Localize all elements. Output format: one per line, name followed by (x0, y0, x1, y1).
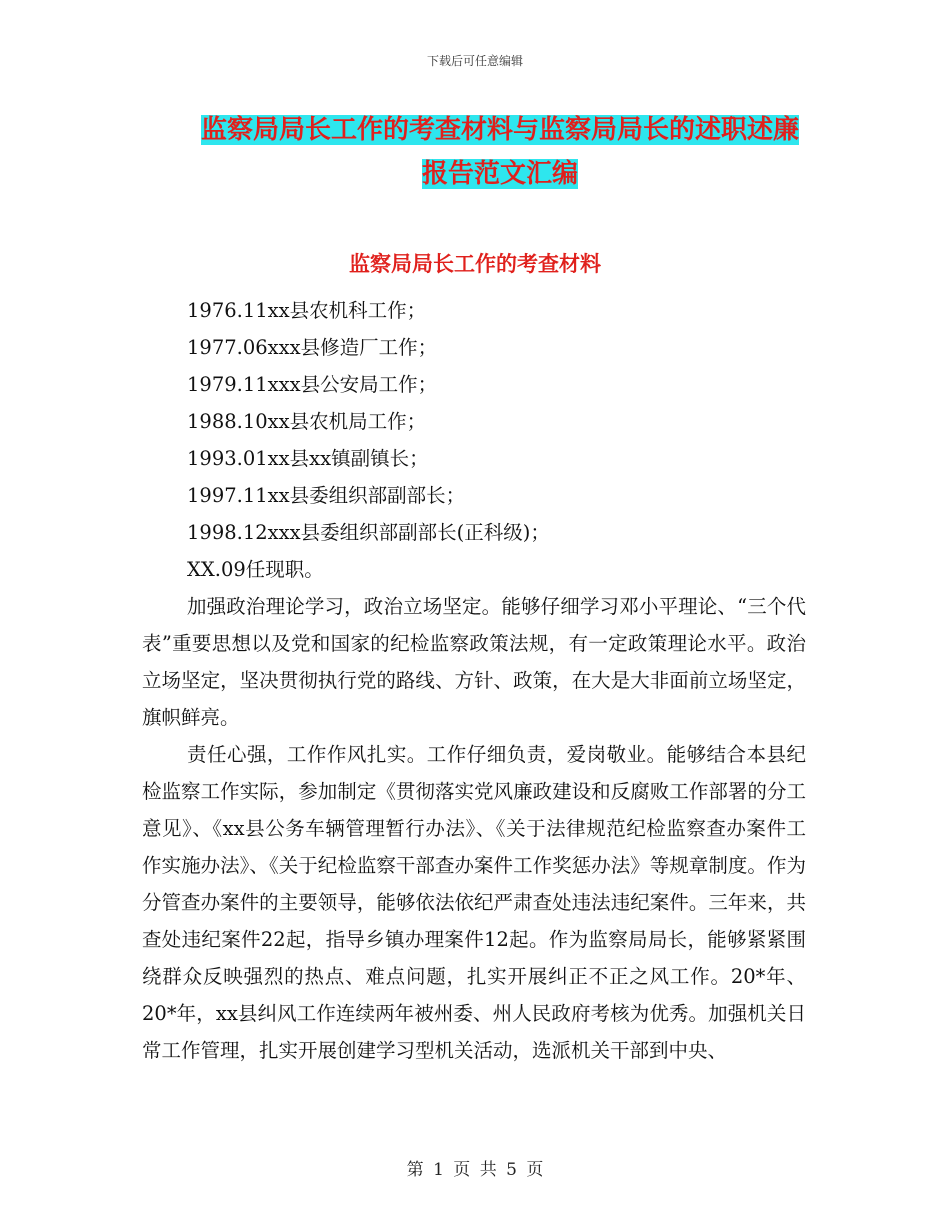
section-title: 监察局局长工作的考查材料 (349, 252, 601, 276)
document-title-line1: 监察局局长工作的考查材料与监察局局长的述职述廉 (200, 115, 799, 145)
body-paragraph: 加强政治理论学习，政治立场坚定。能够仔细学习邓小平理论、“三个代表”重要思想以及党和国家的纪检监察政策法规，有一定政策理论水平。政治立场坚定，坚决贯彻执行党的路线、方针、政策，在大是大非面前立场坚定，旗帜鲜亮。 (142, 595, 806, 729)
timeline-entry: 1993.01xx县xx镇副镇长； (187, 447, 429, 470)
timeline-entry: 1998.12xxx县委组织部副部长(正科级)； (187, 521, 550, 544)
page-number-footer: 第 1 页 共 5 页 (406, 1160, 544, 1180)
timeline-entry: 1976.11xx县农机科工作； (187, 299, 427, 322)
document-body (142, 292, 806, 1069)
document-title-line2: 报告范文汇编 (421, 159, 578, 189)
timeline-entry: 1997.11xx县委组织部副部长； (187, 484, 466, 507)
body-paragraph: 责任心强，工作作风扎实。工作仔细负责，爱岗敬业。能够结合本县纪检监察工作实际，参加制定《贯彻落实党风廉政建设和反腐败工作部署的分工意见》、《xx县公务车辆管理暂行办法》、《关于法律规范纪检监察查办案件工作实施办法》、《关于纪检监察干部查办案件工作奖惩办法》等规章制度。作为分管查办案件的主要领导，能够依法依纪严肃查处违法违纪案件。三年来，共查处违纪案件22起，指导乡镇办理案件12起。作为监察局局长，能够紧紧围绕群众反映强烈的热点、难点问题，扎实开展纠正不正之风工作。20*年、20*年，xx县纠风工作连续两年被州委、州人民政府考核为优秀。加强机关日常工作管理，扎实开展创建学习型机关活动，选派机关干部到中央、 (142, 743, 806, 1062)
timeline-entry: 1979.11xxx县公安局工作； (187, 373, 438, 396)
timeline-entry: XX.09任现职。 (187, 558, 324, 581)
timeline-entry: 1977.06xxx县修造厂工作； (187, 336, 438, 359)
page-header-note: 下载后可任意编辑 (426, 54, 523, 68)
timeline-entry: 1988.10xx县农机局工作； (187, 410, 427, 433)
document-title (180, 108, 820, 196)
